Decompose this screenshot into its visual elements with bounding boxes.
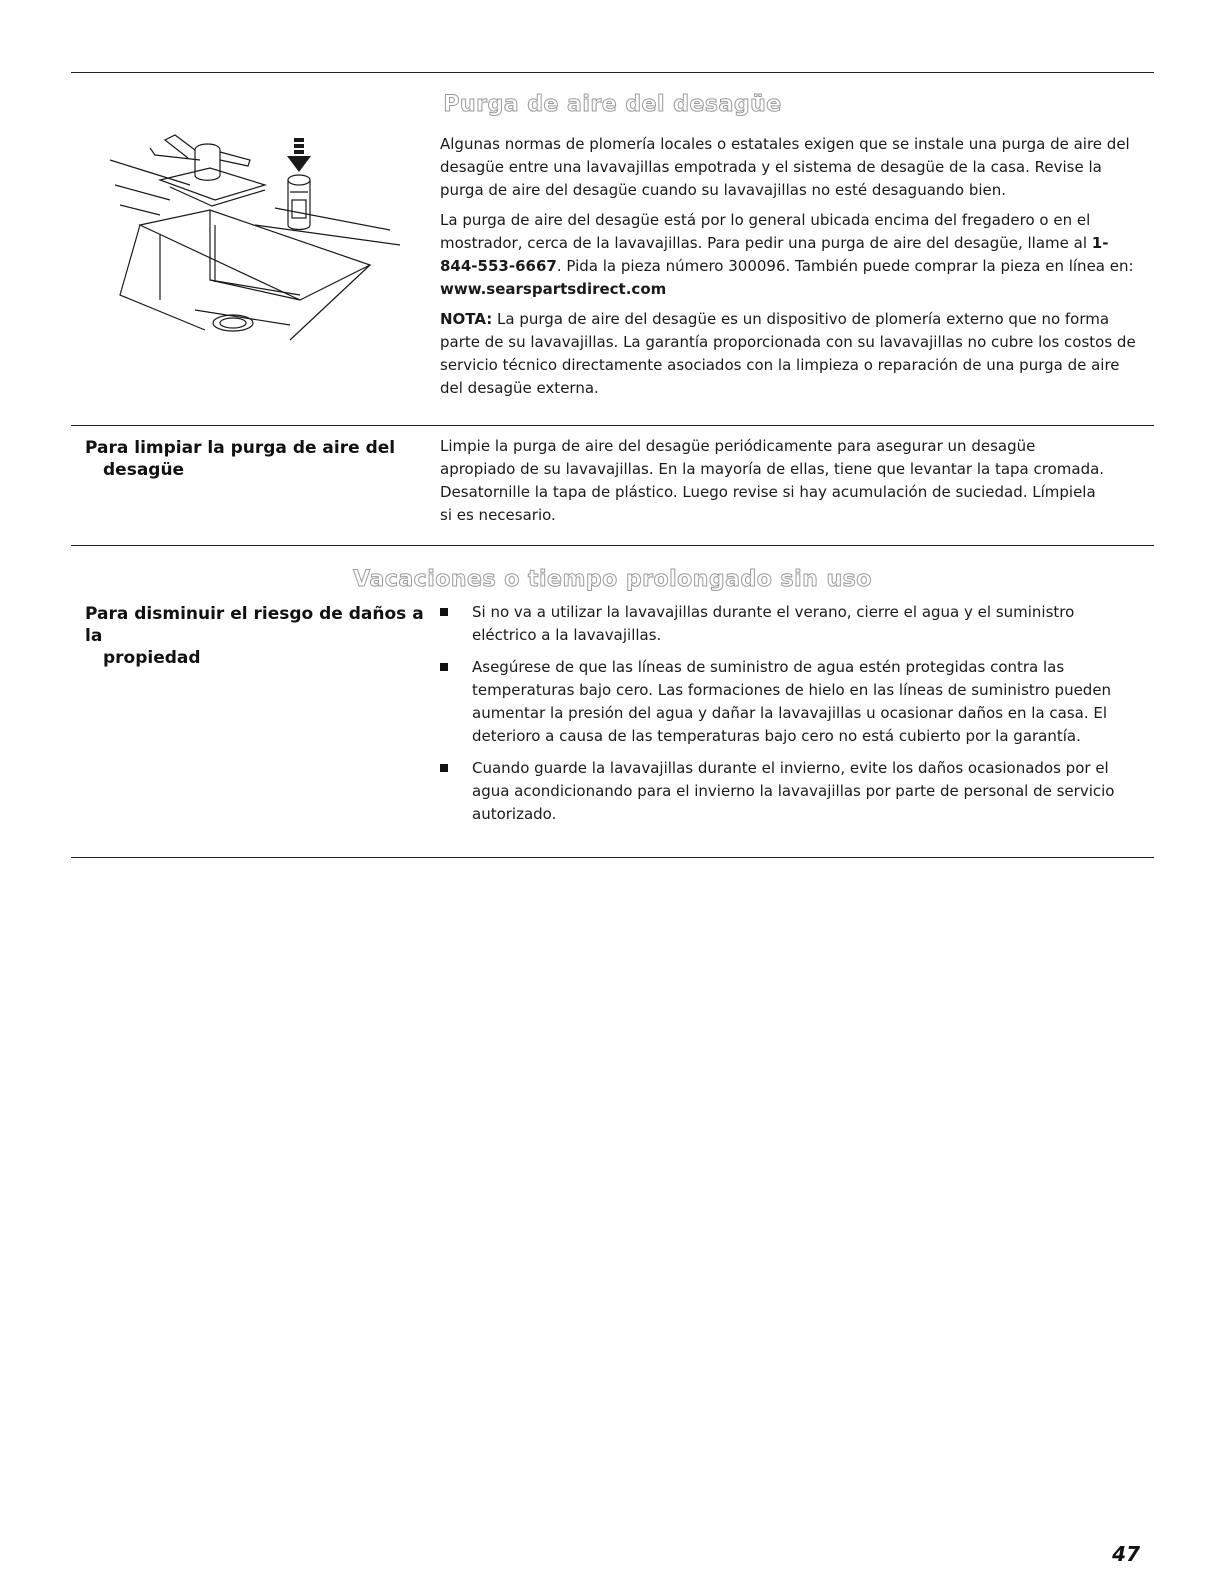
bullet-text: Cuando guarde la lavavajillas durante el invierno, evite los daños ocasionados por el agua acondicionando para el invierno la lavavajillas por parte de personal de servicio autorizado. [472, 759, 1115, 823]
property-heading-line-1: Para disminuir el riesgo de daños a la [85, 604, 424, 646]
note-text: La purga de aire del desagüe es un dispositivo de plomería externo que no forma parte de su lavavajillas. La garantía proporcionada con su lavavajillas no cubre los costos de servicio técnico directamente asociados con la limpieza o reparación de una purga de aire del desagüe externa. [440, 310, 1136, 397]
vacation-section-divider [71, 545, 1154, 546]
list-item [440, 601, 1140, 647]
section-title-air-gap: Purga de aire del desagüe [443, 92, 782, 117]
clean-heading-line-1: Para limpiar la purga de aire del [85, 438, 396, 458]
property-heading-line-2: propiedad [103, 648, 201, 668]
service-phone-number: 1-844-553-6667 [440, 234, 1109, 275]
paragraph-2-text: La purga de aire del desagüe está por lo general ubicada encima del fregadero o en el mostrador, cerca de la lavavajillas. Para pedir una purga de aire del desagüe, llame al [440, 211, 1092, 252]
bullet-text: Si no va a utilizar la lavavajillas durante el verano, cierre el agua y el suministro eléctrico a la lavavajillas. [472, 603, 1075, 644]
list-item [440, 757, 1140, 826]
bottom-divider [71, 857, 1154, 858]
air-gap-description [440, 133, 1145, 407]
property-damage-heading [85, 603, 425, 669]
vacation-tips-list [440, 601, 1140, 835]
top-divider [71, 72, 1154, 73]
bullet-text: Asegúrese de que las líneas de suministro de agua estén protegidas contra las temperaturas bajo cero. Las formaciones de hielo en las líneas de suministro pueden aumentar la presión del agua y dañar la lavavajillas u ocasionar daños en la casa. El deterioro a causa de las temperaturas bajo cero no está cubierto por la garantía. [472, 658, 1112, 745]
air-gap-note [440, 308, 1145, 400]
bullet-square-icon [440, 764, 448, 772]
clean-air-gap-instructions [440, 435, 1110, 534]
bullet-square-icon [440, 663, 448, 671]
clean-air-gap-heading [85, 437, 425, 481]
page-number: 47 [1112, 1542, 1140, 1566]
paragraph-2-text-middle: . Pida la pieza número 300096. También puede comprar la pieza en línea en: [556, 257, 1134, 275]
air-gap-paragraph-2 [440, 209, 1145, 301]
parts-website-link[interactable]: www.searspartsdirect.com [440, 280, 667, 298]
section-title-vacation: Vacaciones o tiempo prolongado sin uso [353, 567, 872, 592]
note-label: NOTA: [440, 310, 493, 328]
bullet-square-icon [440, 608, 448, 616]
list-item [440, 656, 1140, 748]
air-gap-paragraph-1: Algunas normas de plomería locales o estatales exigen que se instale una purga de aire del desagüe entre una lavavajillas empotrada y el sistema de desagüe de la casa. Revise la purga de aire del desagüe cuando su lavavajillas no esté desaguando bien. [440, 135, 1130, 199]
clean-instructions-text: Limpie la purga de aire del desagüe periódicamente para asegurar un desagüe apropiado de su lavavajillas. En la mayoría de ellas, tiene que levantar la tapa cromada. Desatornille la tapa de plástico. Luego revise si hay acumulación de suciedad. Límpiela si es necesario. [440, 437, 1105, 524]
clean-section-divider [71, 425, 1154, 426]
sink-air-gap-illustration-icon [100, 130, 420, 355]
clean-heading-line-2: desagüe [103, 460, 185, 480]
